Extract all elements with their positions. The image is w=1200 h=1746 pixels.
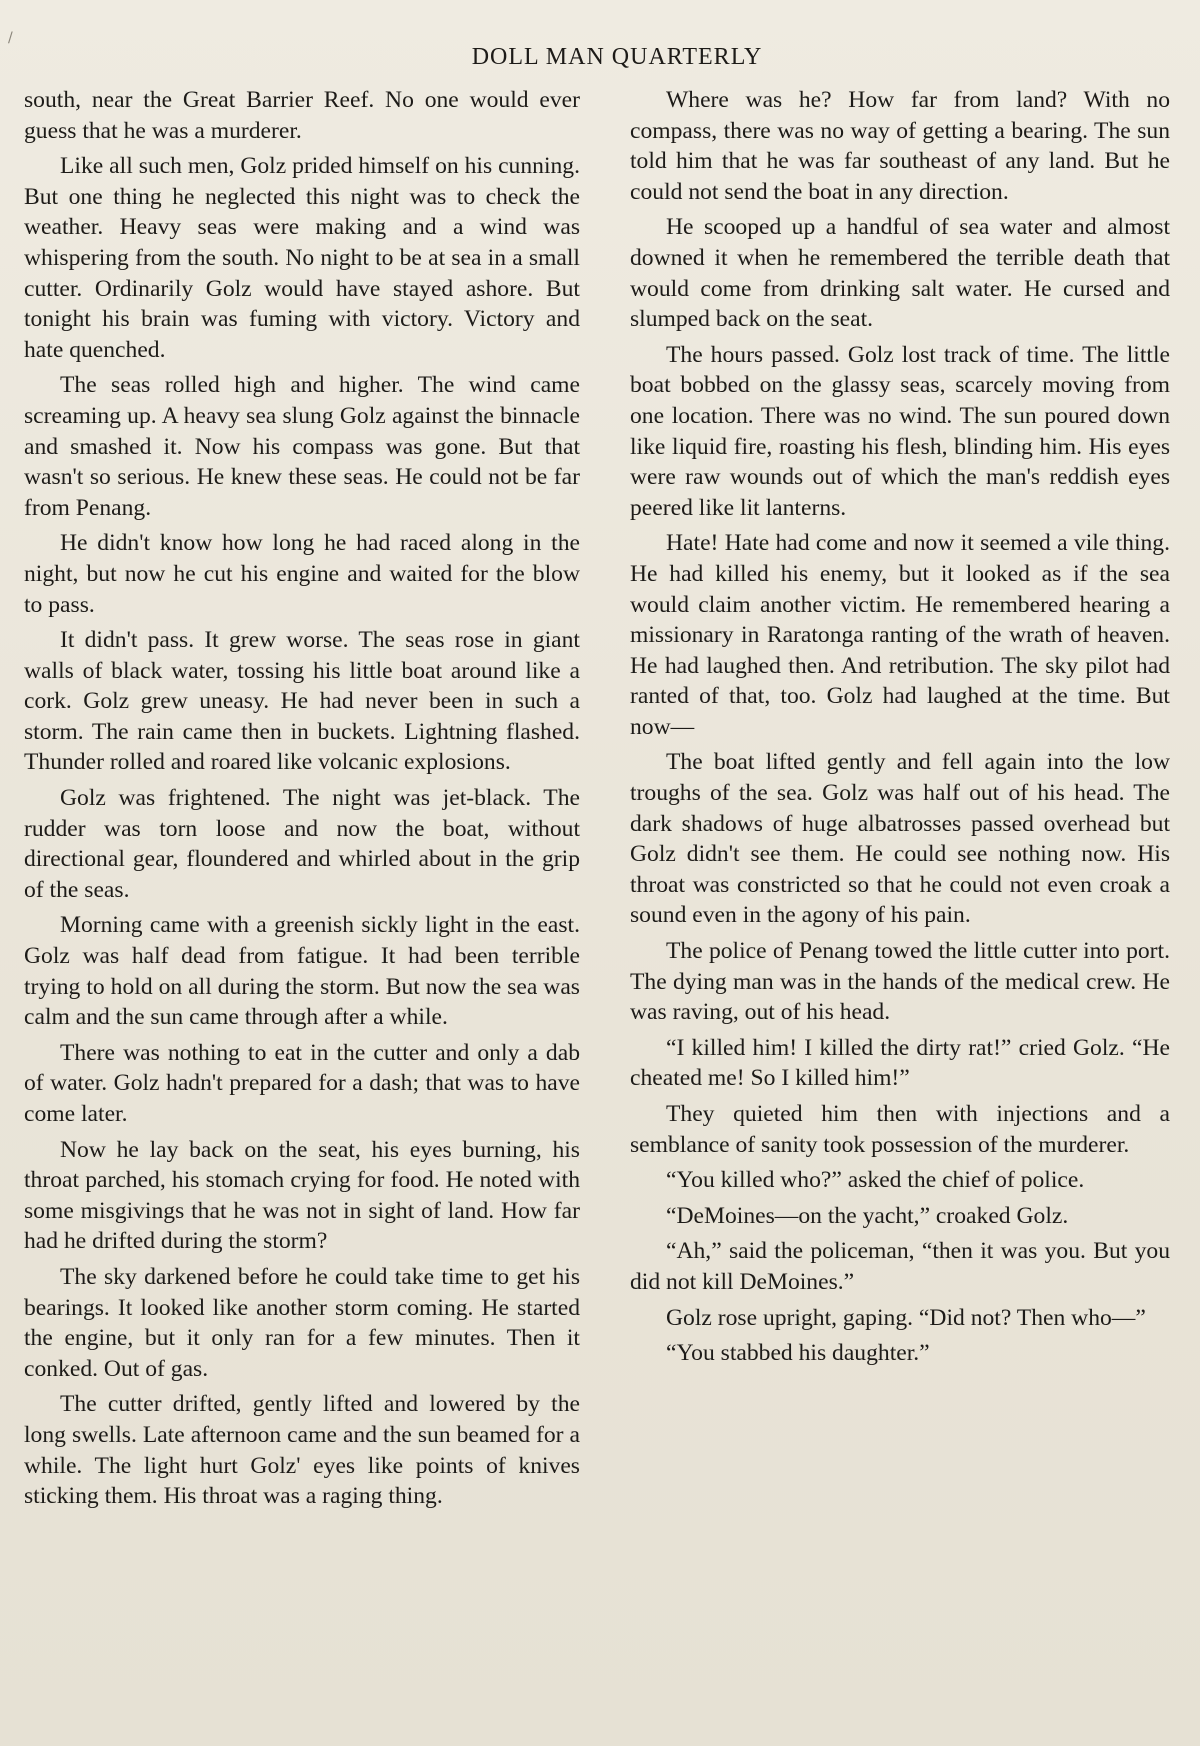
paragraph: He scooped up a handful of sea water and almost downed it when he remembered the terrible death that would come from drinking salt water. He cursed and slumped back on the seat. [630, 214, 1170, 333]
paragraph: The hours passed. Golz lost track of time. The little boat bobbed on the glassy seas, scarcely moving from one location. There was no wind. The sun poured down like liquid fire, roasting his flesh, blinding him. His eyes were raw wounds out of which the man's reddish eyes peered like lit lanterns. [630, 341, 1170, 521]
paragraph: He didn't know how long he had raced along in the night, but now he cut his engine and waited for the blow to pass. [24, 530, 580, 618]
paragraph: The boat lifted gently and fell again into the low troughs of the sea. Golz was half out of his head. The dark shadows of huge albatrosses passed overhead but Golz didn't see them. He could see nothing now. His throat was constricted so that he could not even croak a sound even in the agony of his pain. [630, 749, 1170, 929]
paragraph: “You killed who?” asked the chief of police. [666, 1167, 1085, 1194]
paragraph: There was nothing to eat in the cutter and only a dab of water. Golz hadn't prepared for a dash; that was to have come later. [24, 1039, 580, 1127]
paragraph: The cutter drifted, gently lifted and lowered by the long swells. Late afternoon came and the sun beamed for a while. The light hurt Golz' eyes like points of knives sticking them. His throat was a raging thing. [24, 1391, 580, 1510]
paragraph: Hate! Hate had come and now it seemed a vile thing. He had killed his enemy, but it looked as if the sea would claim another victim. He remembered hearing a missionary in Raratonga ranting of the wrath of heaven. He had laughed then. And retribution. The sky pilot had ranted of that, too. Golz had laughed at the time. But now— [630, 530, 1170, 740]
paragraph: It didn't pass. It grew worse. The seas rose in giant walls of black water, tossing his little boat around like a cork. Golz grew uneasy. He had never been in such a storm. The rain came then in buckets. Lightning flashed. Thunder rolled and roared like volcanic explosions. [24, 627, 580, 776]
running-header: DOLL MAN QUARTERLY [471, 44, 763, 70]
paragraph: Like all such men, Golz prided himself on his cunning. But one thing he neglected this night was to check the weather. Heavy seas were making and a wind was whispering from the south. No night to be at sea in a small cutter. Ordinarily Golz would have stayed ashore. But tonight his brain was fuming with victory. Victory and hate quenched. [24, 153, 580, 363]
paragraph: “Ah,” said the policeman, “then it was you. But you did not kill DeMoines.” [630, 1238, 1170, 1295]
left-column [24, 85, 580, 1517]
paragraph: Where was he? How far from land? With no compass, there was no way of getting a bearing. The sun told him that he was far southeast of any land. But he could not send the boat in any direction. [630, 87, 1170, 205]
text-columns [24, 85, 1170, 1517]
paragraph: Golz rose upright, gaping. “Did not? Then who—” [666, 1304, 1146, 1331]
paragraph: Morning came with a greenish sickly light in the east. Golz was half dead from fatigue. It had been terrible trying to hold on all during the storm. But now the sea was calm and the sun came through after a while. [24, 912, 580, 1031]
paragraph: The sky darkened before he could take time to get his bearings. It looked like another storm coming. He started the engine, but it only ran for a few minutes. Then it conked. Out of gas. [24, 1263, 580, 1382]
paragraph: “I killed him! I killed the dirty rat!” cried Golz. “He cheated me! So I killed him!” [630, 1034, 1170, 1092]
paragraph: The seas rolled high and higher. The wind came screaming up. A heavy sea slung Golz against the binnacle and smashed it. Now his compass was gone. But that wasn't so serious. He knew these seas. He could not be far from Penang. [24, 372, 580, 521]
page-edge-mark: / [8, 30, 13, 46]
paragraph: “DeMoines—on the yacht,” croaked Golz. [666, 1202, 1069, 1229]
paragraph: Now he lay back on the seat, his eyes burning, his throat parched, his stomach crying for food. He noted with some misgivings that he was not in sight of land. How far had he drifted during the storm? [24, 1136, 580, 1255]
paragraph: The police of Penang towed the little cutter into port. The dying man was in the hands of the medical crew. He was raving, out of his head. [630, 938, 1170, 1026]
paragraph: They quieted him then with injections and a semblance of sanity took possession of the murderer. [630, 1101, 1170, 1158]
paragraph: Golz was frightened. The night was jet-black. The rudder was torn loose and now the boat, without directional gear, floundered and whirled about in the grip of the seas. [24, 785, 580, 903]
paragraph: south, near the Great Barrier Reef. No one would ever guess that he was a murderer. [24, 87, 580, 144]
paragraph: “You stabbed his daughter.” [666, 1340, 930, 1367]
right-column [630, 85, 1170, 1517]
